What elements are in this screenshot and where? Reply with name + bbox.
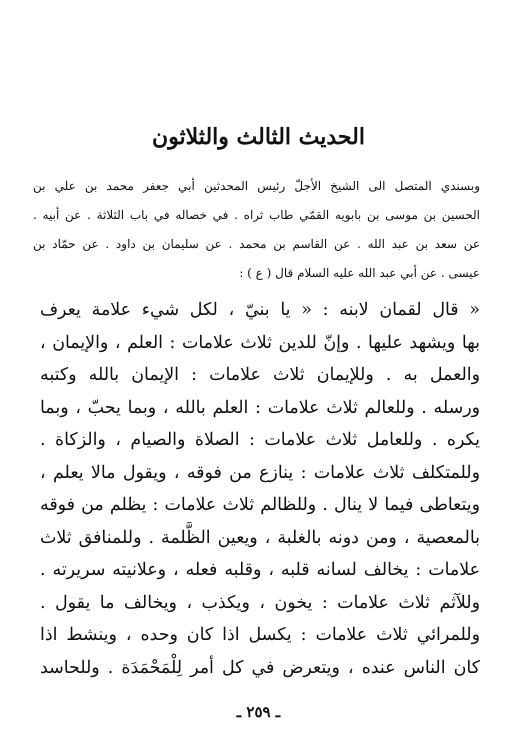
body-line: وللمرائي ثلاث علامات : يكسل اذا كان وحده ، وينشط اذا [40,625,480,645]
body-line: ويتعاطى فيما لا ينال . وللظالم ثلاث علامات : يظلم من فوقه [40,495,480,515]
body-line: بالمعصية ، ومن دونه بالغلبة ، ويعين الظَّلمة . وللمنافق ثلاث [40,527,480,548]
hadith-title: الحديث الثالث والثلاثون [152,124,365,150]
body-line: كان الناس عنده ، ويتعرض في كل أمر لِلْمَحْمَدَة . وللحاسد [40,657,480,678]
body-line: يكره . وللعامل ثلاث علامات : الصلاة والصيام ، والزكاة . [40,430,480,450]
body-line: بها ويشهد عليها . وإنّ للدين ثلاث علامات : العلم ، والإيمان ، [40,332,480,353]
body-line: وللمتكلف ثلاث علامات : ينازع من فوقه ، ويقول مالا يعلم ، [40,462,480,483]
hadith-body [40,294,480,684]
body-line: وللآثم ثلاث علامات : يخون ، ويكذب ، ويخالف ما يقول . [40,592,480,613]
isnad-line: الحسين بن موسى بن بابويه القمّي طاب ثراه . في خصاله في باب الثلاثة . عن أبيه . [33,208,480,222]
isnad-line: عن سعد بن عبد الله . عن القاسم بن محمد . عن سليمان بن داود . عن حمّاد بن [33,237,480,251]
body-line: علامات : يخالف لسانه قلبه ، وقلبه فعله ، وعلانيته سريرته . [40,560,480,580]
isnad-paragraph [33,172,480,288]
body-line: « قال لقمان لابنه : « يا بنيّ ، لكل شيء علامة يعرف [40,300,480,320]
page-number: ـ ٢٥٩ ـ [236,703,281,721]
isnad-line: عيسى . عن أبي عبد الله عليه السلام قال ( ع ) : [239,266,480,280]
body-line: ورسله . وللعالم ثلاث علامات : العلم بالله ، وبما يحبّ ، وبما [40,397,480,418]
body-line: والعمل به . وللإيمان ثلاث علامات : الإيمان بالله وكتبه [40,365,480,385]
isnad-line: وبسندي المتصل الى الشيخ الأجلّ رئيس المحدثين أبي جعفر محمد بن علي بن [33,179,480,193]
